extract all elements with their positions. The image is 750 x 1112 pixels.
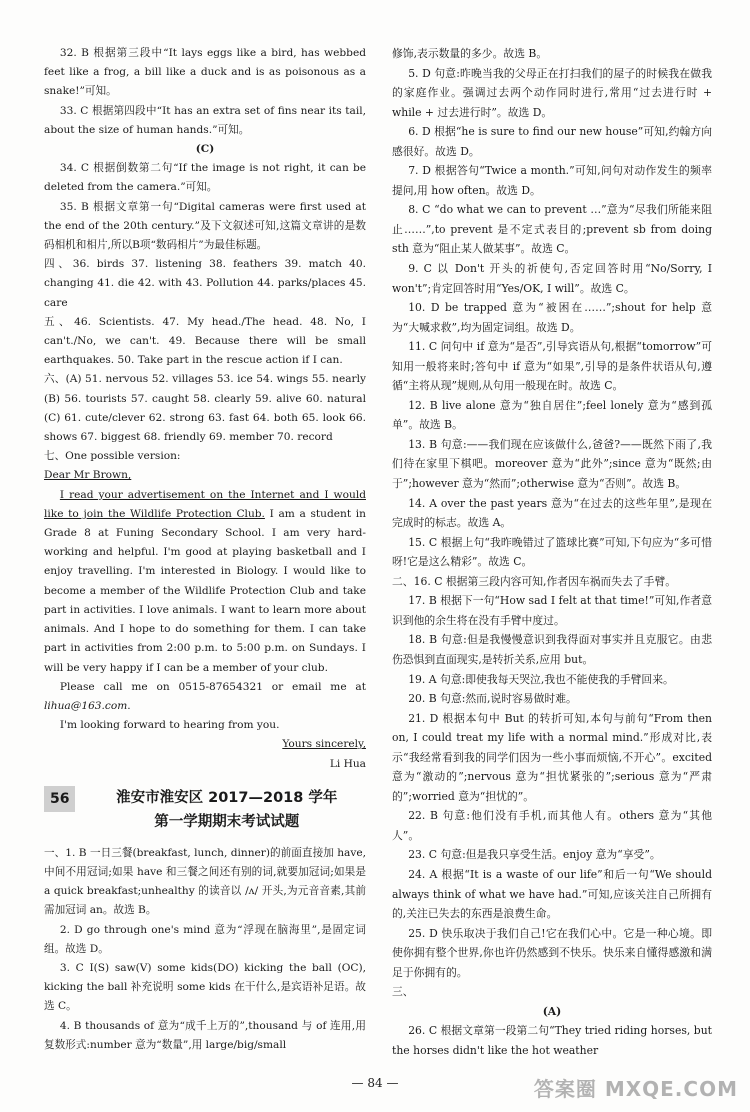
letter-underlined-sentence: I read your advertisement on the Internet and I would like to join the Wildlife Protection Club. bbox=[44, 488, 366, 520]
answer-24: 24. A 根据“It is a waste of our life”和后一句“We should always think of what we have had.”可知,应该关注自己所拥有的,关注已失去的东西是浪费生命。 bbox=[392, 867, 712, 921]
answer-25: 25. D 快乐取决于我们自己!它在我们心中。它是一种心境。即使你拥有整个世界,你也许仍然感到不快乐。快乐来自懂得感激和满足于你拥有的。 bbox=[392, 926, 712, 979]
letter-end: . bbox=[127, 699, 131, 712]
page-number: — 84 — bbox=[351, 1076, 399, 1090]
answer-6: 6. D 根据“he is sure to find our new house”可知,约翰方向感很好。故选 D。 bbox=[392, 125, 712, 158]
answer-16: 二、16. C 根据第三段内容可知,作者因车祸而失去了手臂。 bbox=[392, 574, 677, 588]
answer-10: 10. D be trapped 意为“被困在……”;shout for help 意为“大喊求救”,均为固定词组。故选 D。 bbox=[392, 301, 712, 334]
letter-body-text: I am a student in Grade 8 at Funing Secondary School. I am very hard-working and helpful. I'm good at playing basketball and I enjoy travelling. I'm interested in Biology. I would like to become a member of the Wildlife Protection Club and take part in activities. I love animals. I want to learn more about animals. And I hope to do something for them. I can take part in activities from 2:00 p.m. to 5:00 p.m. on Sundays. I will be very happy if I can be a member of your club. bbox=[44, 507, 366, 674]
answer-4-cont: 修饰,表示数量的多少。故选 B。 bbox=[392, 47, 548, 60]
answer-7: 7. D 根据答句“Twice a month.”可知,问句对动作发生的频率提问,用 how often。故选 D。 bbox=[392, 164, 712, 197]
answer-20: 20. B 句意:然而,说时容易做时难。 bbox=[408, 692, 577, 706]
answer-26: 26. C 根据文章第一段第二句“They tried riding horses, but the horses didn't like the hot weather bbox=[392, 1024, 712, 1057]
answer-14: 14. A over the past years 意为“在过去的这些年里”,是现在完成时的标志。故选 A。 bbox=[392, 496, 712, 530]
answer-17: 17. B 根据下一句“How sad I felt at that time!”可知,作者意识到他的余生将在没有手臂中度过。 bbox=[392, 594, 712, 627]
answer-21: 21. D 根据本句中 But 的转折可知,本句与前句“From then on, I could treat my life with a normal mind.”形成对比,表示“我经常看到我的同学们因为一些小事而烦恼,不开心”。excited 意为“激动的”;nervous 意为“担忧紧张的”;serious 意为“严肃的”;worried 意为“担忧的”。 bbox=[392, 711, 712, 803]
exam-header bbox=[44, 786, 366, 834]
answer-18: 18. B 句意:但是我慢慢意识到我得面对事实并且克服它。由悲伤恐惧到直面现实,是转折关系,应用 but。 bbox=[392, 633, 712, 666]
answer-2: 2. D go through one's mind 意为“浮现在脑海里”,是固定词组。故选 D。 bbox=[44, 923, 366, 955]
answer-11: 11. C 问句中 if 意为“是否”,引导宾语从句,根据“tomorrow”可知用一般将来时;答句中 if 意为“如果”,引导的是条件状语从句,遵循“主将从现”规则,从句用一般现在时。故选 C。 bbox=[392, 340, 712, 393]
answer-5: 5. D 句意:昨晚当我的父母正在打扫我们的屋子的时候我在做我的家庭作业。强调过去两个动作同时进行,常用“过去进行时 + while + 过去进行时”。故选 D。 bbox=[392, 66, 712, 119]
section-4-answers: 四、36. birds 37. listening 38. feathers 39. match 40. changing 41. die 42. with 43. Pollution 44. parks/places 45. care bbox=[44, 258, 366, 309]
answer-19: 19. A 句意:即使我每天哭泣,我也不能使我的手臂回来。 bbox=[408, 672, 674, 686]
section-5-answers: 五、46. Scientists. 47. My head./The head. 48. No, I can't./No, we can't. 49. Because there will be small earthquakes. 50. Take part in the rescue action if I can. bbox=[44, 315, 366, 367]
exam-title-line2: 第一学期期末考试试题 bbox=[154, 813, 300, 830]
answer-22: 22. B 句意:他们没有手机,而其他人有。others 意为“其他人”。 bbox=[392, 809, 712, 842]
section-7-heading: 七、One possible version: bbox=[44, 450, 181, 463]
section-c-heading: (C) bbox=[195, 143, 215, 156]
exam-number-badge: 56 bbox=[44, 786, 75, 812]
letter-call-text: Please call me on 0515-87654321 or email me at bbox=[59, 680, 366, 693]
answer-23: 23. C 句意:但是我只享受生活。enjoy 意为“享受”。 bbox=[408, 848, 661, 862]
right-column bbox=[392, 44, 712, 1060]
answer-15: 15. C 根据上句“我昨晚错过了篮球比赛”可知,下句应为“多可惜呀!它是这么精彩”。故选 C。 bbox=[392, 535, 712, 569]
answer-33: 33. C 根据第四段中“It has an extra set of fins near its tail, about the size of human hands.”可知。 bbox=[44, 104, 366, 136]
letter-salutation: Dear Mr Brown, bbox=[44, 469, 132, 482]
letter-body bbox=[44, 486, 366, 678]
section-a-heading: (A) bbox=[542, 1004, 562, 1018]
left-column bbox=[44, 44, 366, 1055]
letter-contact bbox=[44, 678, 366, 716]
exam-title bbox=[87, 786, 366, 834]
answer-13: 13. B 句意:——我们现在应该做什么,爸爸?——既然下雨了,我们待在家里下棋吧。moreover 意为“此外”;since 意为“既然;由于”;however 意为“然而”;otherwise 意为“否则”。故选 B。 bbox=[392, 437, 712, 491]
answer-35: 35. B 根据文章第一句“Digital cameras were first used at the end of the 20th century.”及下文叙述可知,这篇文章讲的是数码相机和相片,所以B项“数码相片”为最佳标题。 bbox=[44, 200, 366, 252]
answer-9: 9. C 以 Don't 开头的祈使句,否定回答时用“No/Sorry, I won't”;肯定回答时用“Yes/OK, I will”。故选 C。 bbox=[392, 262, 712, 295]
section-6-answers: 六、(A) 51. nervous 52. villages 53. ice 54. wings 55. nearly (B) 56. tourists 57. caught 58. clearly 59. alive 60. natural (C) 61. cute/clever 62. strong 63. fast 64. both 65. look 66. shows 67. biggest 68. friendly 69. member 70. record bbox=[44, 373, 366, 444]
letter-looking-forward: I'm looking forward to hearing from you. bbox=[59, 719, 280, 732]
answer-1: 一、1. B 一日三餐(breakfast, lunch, dinner)的前面直接加 have,中间不用冠词;如果 have 和三餐之间还有别的词,就要加冠词;如果是 a quick breakfast;unhealthy 的读音以 /ʌ/ 开头,为元音音素,其前需加冠词 an。故选 B。 bbox=[44, 846, 366, 917]
answer-8: 8. C “do what we can to prevent …”意为“尽我们所能来阻止……”,to prevent 是不定式表目的;prevent sb from doing sth 意为“阻止某人做某事”。故选 C。 bbox=[392, 203, 712, 256]
exam-title-line1: 淮安市淮安区 2017—2018 学年 bbox=[116, 789, 338, 806]
answer-32: 32. B 根据第三段中“It lays eggs like a bird, has webbed feet like a frog, a bill like a duck and is as poisonous as a snake!”可知。 bbox=[44, 47, 366, 98]
closing-text: Yours sincerely, bbox=[282, 738, 366, 751]
answer-3: 3. C I(S) saw(V) some kids(DO) kicking the ball (OC), kicking the ball 补充说明 some kids 在干什么,是宾语补足语。故选 C。 bbox=[44, 961, 366, 1013]
letter-closing bbox=[44, 735, 366, 754]
section-3-heading: 三、 bbox=[392, 985, 414, 999]
letter-signature: Li Hua bbox=[329, 757, 366, 770]
watermark-logo: 答案圈 MXQE.COM bbox=[533, 1077, 738, 1101]
answer-34: 34. C 根据倒数第二句“If the image is not right, it can be deleted from the camera.”可知。 bbox=[44, 162, 366, 194]
answer-4: 4. B thousands of 意为“成千上万的”,thousand 与 of 连用,用复数形式:number 意为“数量”,用 large/big/small bbox=[44, 1019, 366, 1051]
answer-12: 12. B live alone 意为“独自居住”;feel lonely 意为“感到孤单”。故选 B。 bbox=[392, 398, 712, 432]
letter-email: lihua@163.com bbox=[44, 699, 128, 712]
